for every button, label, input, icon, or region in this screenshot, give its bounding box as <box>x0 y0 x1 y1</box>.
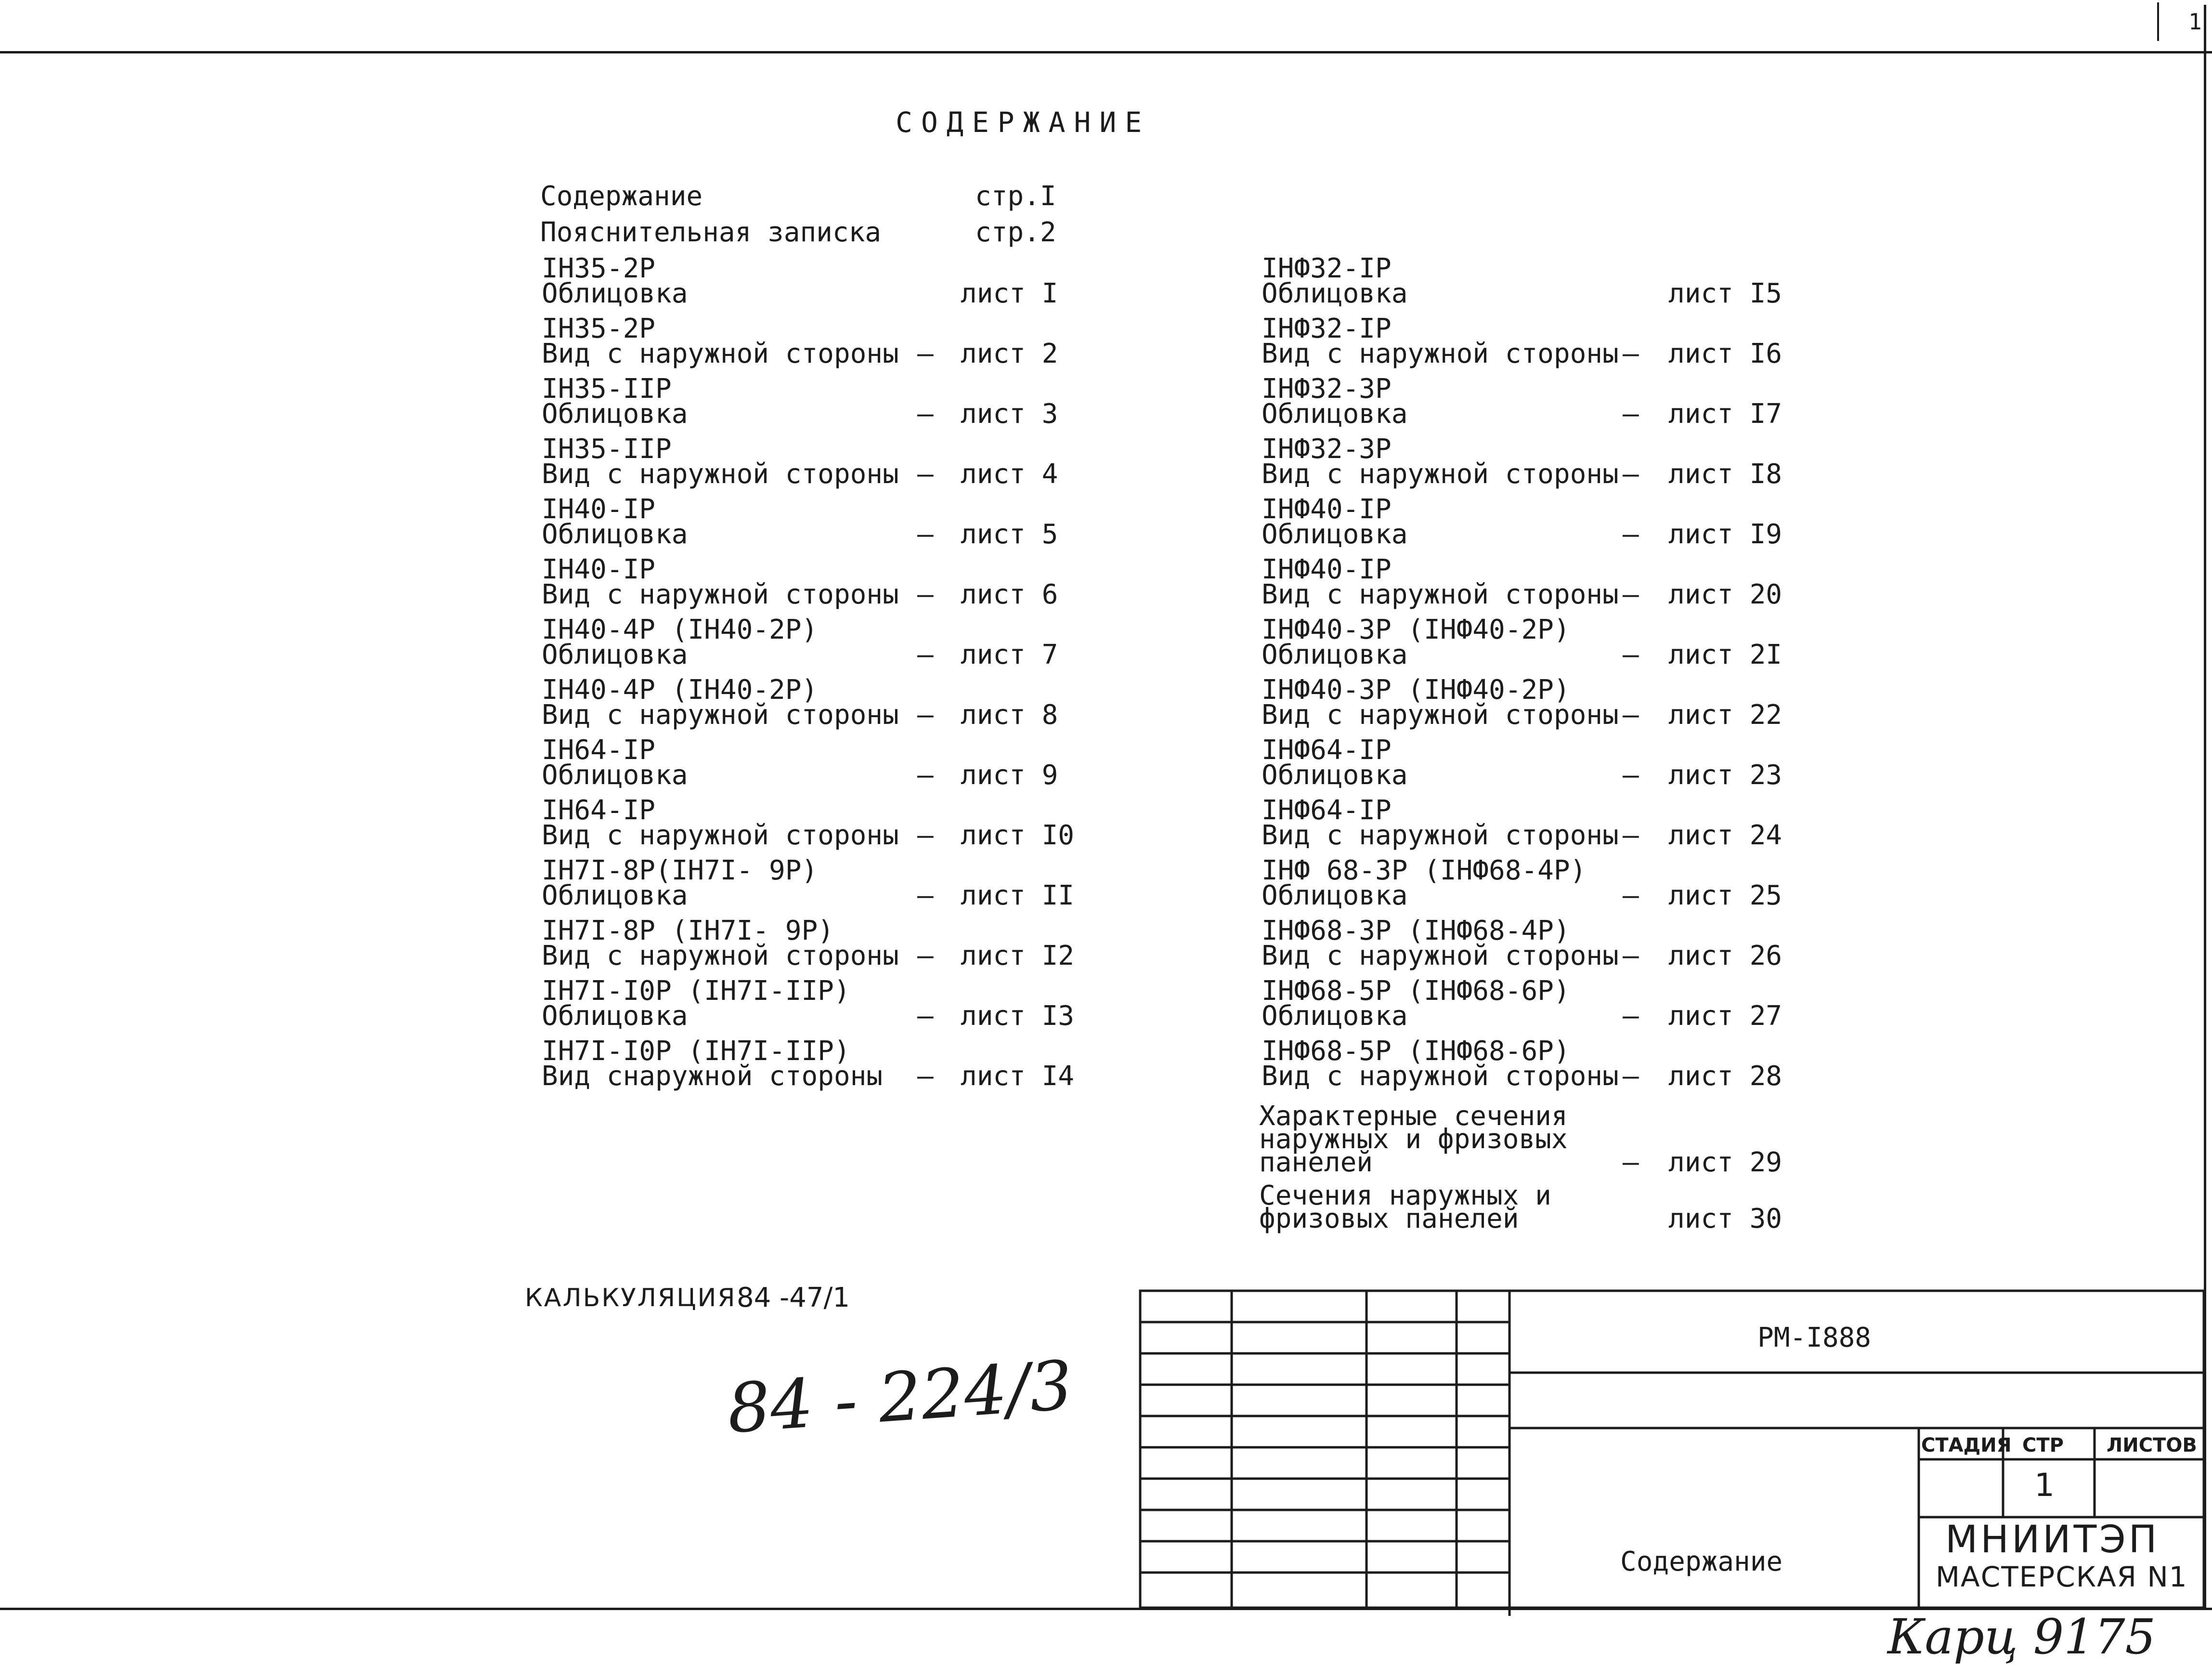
entry-description: Вид с наружной стороны <box>1262 699 1619 731</box>
entry-description-line: Сечения наружных и <box>1259 1180 1551 1211</box>
entry-dash: – <box>917 699 934 731</box>
entry-description: Облицовка <box>542 1000 688 1032</box>
entry-dash: – <box>917 519 934 550</box>
entry-description: Вид снаружной стороны <box>542 1061 883 1092</box>
entry-dash: – <box>917 398 934 430</box>
document-code: РМ-I888 <box>1757 1322 1872 1353</box>
entry-description: Вид с наружной стороны <box>542 459 899 490</box>
entry-dash: – <box>917 880 934 911</box>
entry-sheet: лист I6 <box>1668 338 1783 369</box>
entry-sheet: лист 4 <box>961 459 1058 490</box>
entry-code: IН40-IР <box>542 554 656 585</box>
entry-sheet: лист 6 <box>961 579 1058 610</box>
page-title: СОДЕРЖАНИЕ <box>896 106 1151 139</box>
entry-code: IНФ68-5Р (IНФ68-6Р) <box>1262 975 1570 1007</box>
entry-description: Облицовка <box>1262 398 1408 430</box>
entry-sheet: лист 20 <box>1668 579 1783 610</box>
entry-dash: – <box>917 1061 934 1092</box>
entry-code: IНФ40-3Р (IНФ40-2Р) <box>1262 674 1570 706</box>
entry-dash: – <box>1623 820 1639 851</box>
entry-sheet: лист 28 <box>1668 1061 1783 1092</box>
entry-description: Облицовка <box>542 880 688 911</box>
entry-code: IНФ32-IР <box>1262 253 1392 284</box>
entry-sheet: лист II <box>961 880 1075 911</box>
entry-dash: – <box>1623 1061 1639 1092</box>
entry-sheet: лист I0 <box>961 820 1075 851</box>
entry-code: IНФ32-3Р <box>1262 373 1392 405</box>
stage-header: СТАДИЯ <box>1921 1434 2012 1456</box>
entry-description: Вид с наружной стороны <box>1262 820 1619 851</box>
entry-description: Вид с наружной стороны <box>542 940 899 971</box>
entry-sheet: лист 25 <box>1668 880 1783 911</box>
entry-sheet: лист 29 <box>1668 1147 1783 1178</box>
entry-description-line: Характерные сечения <box>1259 1101 1568 1132</box>
entry-dash: – <box>1623 699 1639 731</box>
entry-code: IН7I-I0Р (IН7I-IIР) <box>542 1036 850 1067</box>
entry-sheet: лист 23 <box>1668 760 1783 791</box>
entry-dash: – <box>917 579 934 610</box>
entry-sheet: лист 27 <box>1668 1000 1783 1032</box>
entry-description: Облицовка <box>542 760 688 791</box>
entry-dash: – <box>1623 338 1639 369</box>
entry-description: Вид с наружной стороны <box>1262 940 1619 971</box>
entry-sheet: лист 26 <box>1668 940 1783 971</box>
entry-code: IН7I-8Р (IН7I- 9Р) <box>542 915 834 946</box>
entry-sheet: лист 22 <box>1668 699 1783 731</box>
entry-dash: – <box>917 820 934 851</box>
entry-code: IН7I-I0Р (IН7I-IIР) <box>542 975 850 1007</box>
entry-dash: – <box>1623 940 1639 971</box>
calculation-number: 84 -47/1 <box>737 1282 850 1313</box>
entry-dash: – <box>1623 519 1639 550</box>
entry-sheet: лист I8 <box>1668 459 1783 490</box>
sheets-header: ЛИСТОВ <box>2107 1434 2197 1456</box>
entry-dash: – <box>917 459 934 490</box>
entry-code: IН35-2Р <box>542 253 656 284</box>
entry-description: Вид с наружной стороны <box>542 699 899 731</box>
organization-workshop: МАСТЕРСКАЯ N1 <box>1936 1560 2188 1593</box>
entry-sheet: лист I9 <box>1668 519 1783 550</box>
entry-code: IНФ 68-3Р (IНФ68-4Р) <box>1262 855 1587 886</box>
organization-name: МНИИТЭП <box>1945 1518 2160 1561</box>
entry-sheet: лист 2 <box>961 338 1058 369</box>
entry-code: IН40-IР <box>542 494 656 525</box>
entry-description: Облицовка <box>1262 639 1408 670</box>
entry-dash: – <box>1623 1147 1639 1178</box>
entry-sheet: лист I3 <box>961 1000 1075 1032</box>
entry-code: IН7I-8Р(IН7I- 9Р) <box>542 855 818 886</box>
page-header: СТР <box>2022 1434 2064 1456</box>
entry-dash: – <box>1623 1000 1639 1032</box>
entry-description-line: фризовых панелей <box>1259 1203 1519 1234</box>
entry-code: IНФ40-3Р (IНФ40-2Р) <box>1262 614 1570 645</box>
entry-code: IН35-2Р <box>542 313 656 344</box>
entry-description: Вид с наружной стороны <box>1262 459 1619 490</box>
entry-sheet: лист 2I <box>1668 639 1783 670</box>
entry-description: Облицовка <box>542 278 688 309</box>
entry-code: IН35-IIР <box>542 373 672 405</box>
entry-code: IН40-4Р (IН40-2Р) <box>542 674 818 706</box>
handwritten-signature: Карц 9175 <box>1887 1609 2156 1665</box>
entry-sheet: лист 3 <box>961 398 1058 430</box>
entry-dash: – <box>1623 579 1639 610</box>
entry-dash: – <box>917 940 934 971</box>
intro-item-name: Содержание <box>540 181 703 212</box>
entry-code: IНФ40-IР <box>1262 554 1392 585</box>
entry-description: Вид с наружной стороны <box>1262 338 1619 369</box>
entry-code: IНФ32-3Р <box>1262 433 1392 465</box>
page-number: 1 <box>2034 1467 2055 1504</box>
entry-sheet: лист I5 <box>1668 278 1783 309</box>
entry-code: IНФ40-IР <box>1262 494 1392 525</box>
entry-dash: – <box>1623 398 1639 430</box>
entry-sheet: лист 9 <box>961 760 1058 791</box>
entry-code: IН40-4Р (IН40-2Р) <box>542 614 818 645</box>
entry-sheet: лист I7 <box>1668 398 1783 430</box>
entry-description-line: панелей <box>1259 1147 1373 1178</box>
intro-item-page: стр.I <box>975 181 1056 212</box>
entry-code: IНФ64-IР <box>1262 795 1392 826</box>
entry-dash: – <box>917 1000 934 1032</box>
entry-description: Облицовка <box>1262 519 1408 550</box>
entry-code: IН64-IР <box>542 734 656 766</box>
sheet-title: Содержание <box>1620 1546 1783 1577</box>
entry-dash: – <box>1623 639 1639 670</box>
entry-description: Вид с наружной стороны <box>542 338 899 369</box>
entry-sheet: лист 7 <box>961 639 1058 670</box>
entry-description: Облицовка <box>1262 760 1408 791</box>
entry-code: IН64-IР <box>542 795 656 826</box>
entry-description: Вид с наружной стороны <box>542 579 899 610</box>
entry-code: IНФ32-IР <box>1262 313 1392 344</box>
entry-sheet: лист I <box>961 278 1058 309</box>
entry-code: IНФ68-3Р (IНФ68-4Р) <box>1262 915 1570 946</box>
entry-dash: – <box>917 760 934 791</box>
entry-sheet: лист 5 <box>961 519 1058 550</box>
entry-description-line: наружных и фризовых <box>1259 1124 1568 1155</box>
entry-description: Облицовка <box>542 639 688 670</box>
entry-description: Вид с наружной стороны <box>1262 579 1619 610</box>
entry-code: IН35-IIР <box>542 433 672 465</box>
intro-item-name: Пояснительная записка <box>540 217 882 248</box>
handwritten-number: 84 - 224/3 <box>725 1346 1075 1449</box>
entry-dash: – <box>1623 880 1639 911</box>
entry-description: Вид с наружной стороны <box>1262 1061 1619 1092</box>
entry-description: Облицовка <box>542 519 688 550</box>
corner-mark: 1 <box>2188 9 2202 35</box>
entry-code: IНФ68-5Р (IНФ68-6Р) <box>1262 1036 1570 1067</box>
entry-dash: – <box>917 338 934 369</box>
entry-description: Облицовка <box>542 398 688 430</box>
calculation-label: КАЛЬКУЛЯЦИЯ <box>525 1284 737 1312</box>
entry-description: Вид с наружной стороны <box>542 820 899 851</box>
entry-sheet: лист 24 <box>1668 820 1783 851</box>
intro-item-page: стр.2 <box>975 217 1056 248</box>
entry-code: IНФ64-IР <box>1262 734 1392 766</box>
entry-dash: – <box>1623 760 1639 791</box>
entry-dash: – <box>1623 459 1639 490</box>
entry-description: Облицовка <box>1262 278 1408 309</box>
entry-sheet: лист I2 <box>961 940 1075 971</box>
entry-description: Облицовка <box>1262 1000 1408 1032</box>
entry-sheet: лист 30 <box>1668 1203 1783 1234</box>
entry-dash: – <box>917 639 934 670</box>
entry-sheet: лист 8 <box>961 699 1058 731</box>
entry-sheet: лист I4 <box>961 1061 1075 1092</box>
entry-description: Облицовка <box>1262 880 1408 911</box>
